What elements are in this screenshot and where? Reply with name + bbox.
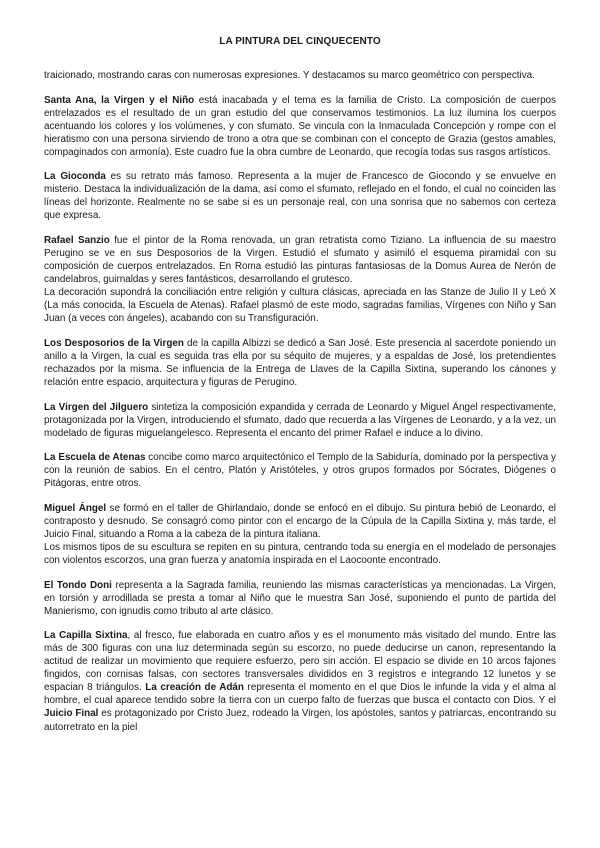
page-title: LA PINTURA DEL CINQUECENTO — [219, 36, 381, 47]
paragraph-jilguero — [44, 401, 556, 440]
paragraph-text: traicionado, mostrando caras con numerosas expresiones. Y destacamos su marco geométrico con perspectiva. — [44, 70, 535, 82]
paragraph-desposorios — [44, 337, 556, 389]
paragraph-intro — [44, 69, 556, 82]
paragraph-gioconda — [44, 170, 556, 222]
paragraph-santa-ana — [44, 94, 556, 159]
paragraph-sixtina — [44, 629, 556, 733]
paragraph-text: La decoración supondrá la conciliación entre religión y cultura clásicas, apreciada en las Stanze de Julio II y Leó X (La más conocida, la Escuela de Atenas). Rafael plasmó de este modo, sagradas familias, Vírgenes con Niño y San Juan (a veces con ángeles), acabando con su Transfiguración. — [44, 287, 556, 325]
paragraph-text: es su retrato más famoso. Representa a la mujer de Francesco de Giocondo y se envuelve en misterio. Destaca la individualización de la dama, así como el sfumato, reflejado en el fondo, el cual no coinciden las líneas del horizonte. Realmente no se sabe si es un personaje real, con una sonrisa que no sabemos con certeza que expresa. — [44, 171, 556, 222]
paragraph-text: representa a la Sagrada familia, reuniendo las mismas características ya mencionadas. La Virgen, en torsión y arrodillada se presta a tomar al Niño que le muestra San José, suponiendo el punto de partida del Manierismo, con ignudis como tributo al arte clásico. — [44, 579, 556, 617]
paragraph-tondo-doni — [44, 579, 556, 618]
paragraph-miguel-angel — [44, 502, 556, 567]
paragraph-text: sintetiza la composición expandida y cerrada de Leonardo y Miguel Ángel respectivamente, protagonizada por la Virgen, introduciendo el sfumato, dado que recuerda a las Vírgenes de Leonardo, y a la vez, un modelado de figuras miguelangelesco. Representa el encanto del primer Rafael e induce a lo divino. — [44, 401, 556, 439]
paragraph-text: se formó en el taller de Ghirlandaio, donde se enfocó en el dibujo. Su pintura bebió de Leonardo, el contraposto y desnudo. Se consagró como pintor con el encargo de la Cúpula de la Capilla Sixtina y, más tarde, el Juicio Final, situando a Roma a la cabeza de la pintura italiana. — [44, 502, 556, 540]
paragraph-rafael — [44, 234, 556, 325]
paragraph-text: de la capilla Albizzi se dedicó a San José. Este presencia al sacerdote poniendo un anillo a la Virgen, la cual es seguida tras ella por su séquito de mujeres, y a espaldas de José, los pretendientes rechazados por la misma. Se influencia de la Entrega de Llaves de la Capilla Sixtina, superando los cánones y relación entre espacio, arquitectura y figuras de Perugino. — [44, 337, 556, 388]
term-rafael: Rafael Sanzio — [44, 235, 110, 247]
term-jilguero: La Virgen del Jilguero — [44, 401, 149, 413]
document-page — [44, 0, 556, 745]
term-gioconda: La Gioconda — [44, 171, 106, 183]
paragraph-text: concibe como marco arquitectónico el Templo de la Sabiduría, dominado por la perspectiva y con la reunión de sabios. En el centro, Platón y Aristóteles, y otros grupos formados por Sócrates, Diógenes o Pitágoras, entre otros. — [44, 452, 556, 490]
paragraph-text: está inacabada y el tema es la familia de Cristo. La composición de cuerpos entrelazados es el resultado de un gran estudio del que conservamos testimonios. La luz ilumina los cuerpos acentuando los colores y los volúmenes, y con sfumato. Se vincula con la Inmaculada Concepción y rompe con el hieratismo con una persona sirviendo de trono a otra que se combinan con el concepto de Grazia (gestos amables, compaginados con armonía). Este cuadro fue la obra cumbre de Leonardo, que recogía todas sus rasgos artísticos. — [44, 94, 556, 158]
term-santa-ana: Santa Ana, la Virgen y el Niño — [44, 94, 195, 106]
paragraph-text: Los mismos tipos de su escultura se repiten en su pintura, centrando toda su energía en el modelado de personajes con violentos escorzos, una gran fuerza y anatomía inspirada en el Laocoonte encontrado. — [44, 541, 556, 566]
paragraph-text: representa el momento en el que Dios le infunde la vida y el alma al hombre, el cual aparece tendido sobre la tierra con un cuerpo falto de fuerzas que busca el contacto con Dios. Y el — [44, 682, 556, 707]
term-juicio-final: Juicio Final — [44, 708, 99, 720]
paragraph-text: fue el pintor de la Roma renovada, un gran retratista como Tiziano. La influencia de su maestro Perugino se ve en sus Desposorios de la Virgen. Estudió el sfumato y asimiló el esquema piramidal con su composición de cuerpos entrelazados. En Roma estudió las pinturas fantasiosas de la Domus Aurea de Nerón de candelabros, guirnaldas y seres fantásticos, desarrollando el grutesco. — [44, 235, 556, 286]
paragraph-text: , al fresco, fue elaborada en cuatro años y es el monumento más visitado del mundo. Entre las más de 300 figuras con una luz determinada según su escorzo, no puede deducirse un canon, representando la actitud de realizar un movimiento que requiere esfuerzo, pero sin acción. El espacio se divide en 10 arcos fajones fingidos, con cornisas falsas, con sectores transversales divididos en 3 registros e integrando 12 lunetos y se espacian 8 triángulos. — [44, 630, 556, 694]
term-desposorios: Los Desposorios de la Virgen — [44, 337, 184, 349]
term-tondo-doni: El Tondo Doni — [44, 579, 112, 591]
paragraph-text: es protagonizado por Cristo Juez, rodeado la Virgen, los apóstoles, santos y patriarcas, encontrando su autorretrato en la piel — [44, 708, 557, 733]
term-sixtina: La Capilla Sixtina — [44, 630, 128, 642]
paragraph-atenas — [44, 451, 556, 490]
term-atenas: La Escuela de Atenas — [44, 452, 146, 464]
term-miguel-angel: Miguel Ángel — [44, 502, 107, 514]
term-creacion-adan: La creación de Adán — [145, 682, 244, 694]
